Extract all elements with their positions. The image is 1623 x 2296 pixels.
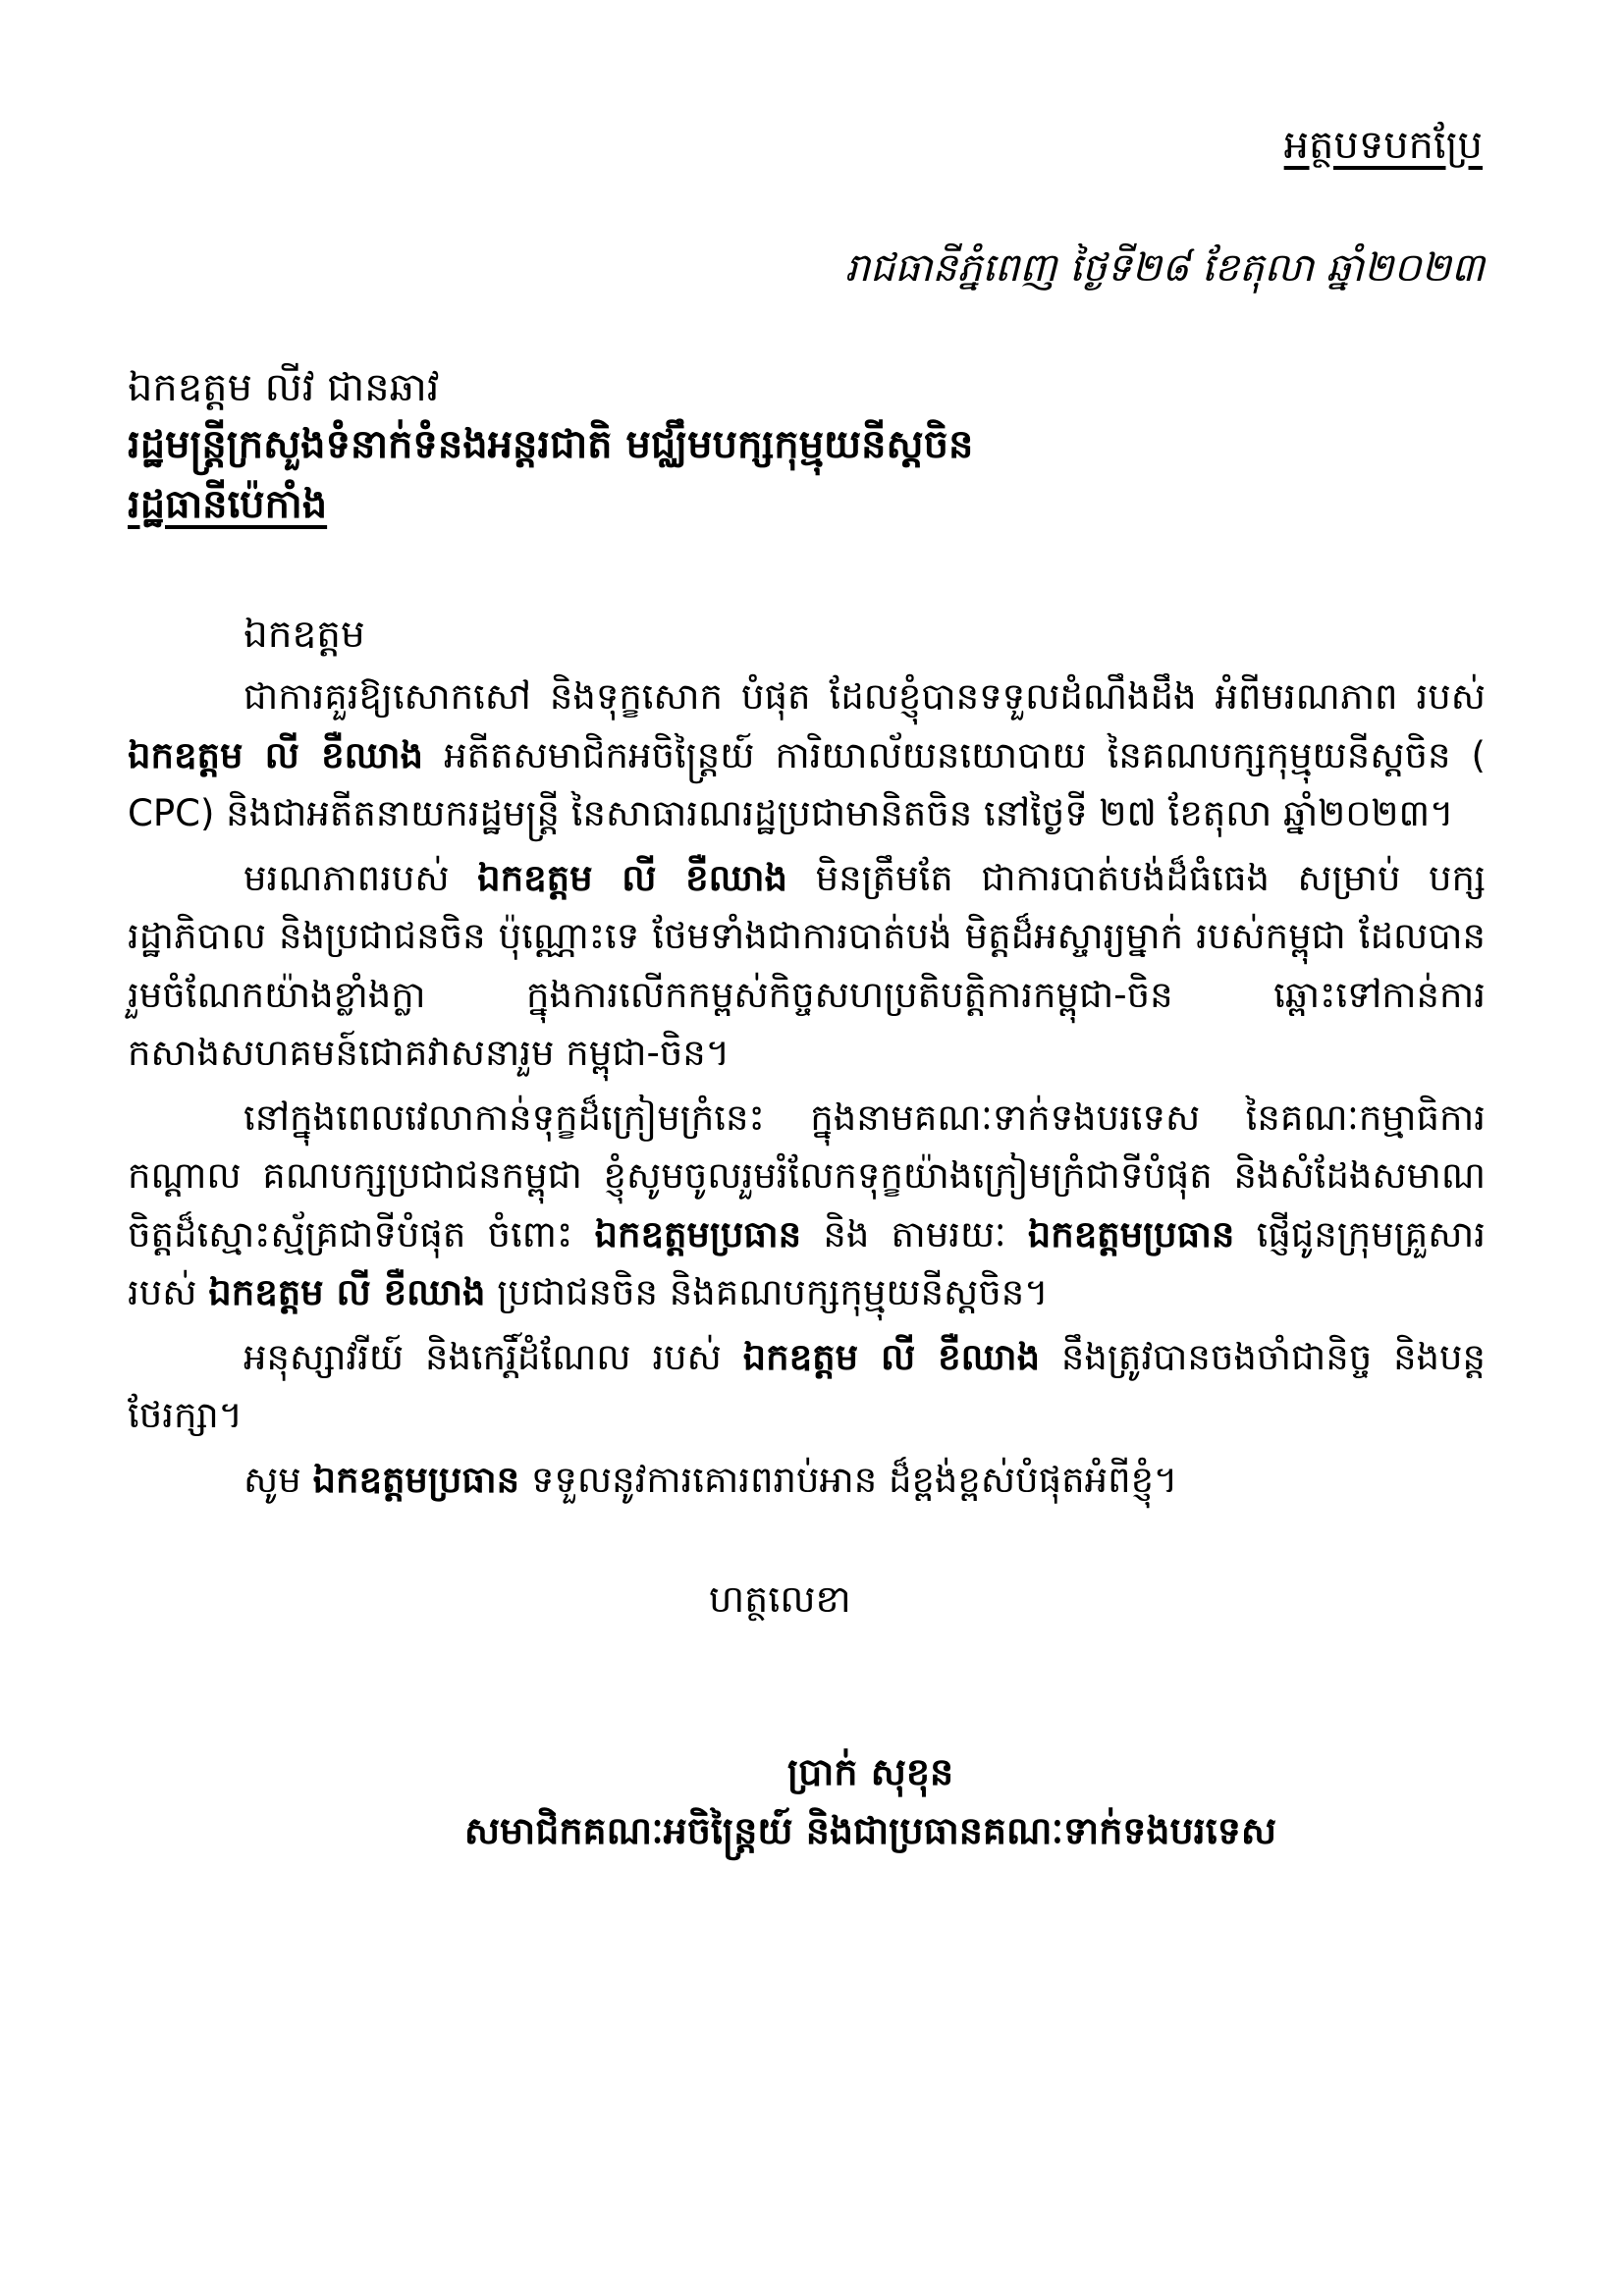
signer-title: សមាជិកគណៈអចិន្ត្រៃយ៍ និងជាប្រធានគណៈទាក់ទងបរទេស <box>463 1809 1277 1852</box>
title-emphasis: ឯកឧត្តមប្រធាន <box>312 1458 520 1501</box>
paragraph-1: ជាការគួរឱ្យសោកសៅ និងទុក្ខសោក បំផុត ដែលខ្ញុំបានទទួលដំណឹងដឹង អំពីមរណភាព របស់ ឯកឧត្តម លី ខឺឈាង អតីតសមាជិកអចិន្ត្រៃយ៍ ការិយាល័យនយោបាយ នៃគណបក្សកុម្មុយនីស្តចិន ( CPC) និងជាអតីតនាយករដ្ឋមន្ត្រី នៃសាធារណរដ្ឋប្រជាមានិតចិន នៅថ្ងៃទី ២៧ ខែតុលា ឆ្នាំ២០២៣។ <box>128 675 1486 834</box>
paragraph-2: មរណភាពរបស់ ឯកឧត្តម លី ខឺឈាង មិនត្រឹមតែ ជាការបាត់បង់ដ៏ធំធេង សម្រាប់ បក្ស រដ្ឋាភិបាល និងប្រជាជនចិន ប៉ុណ្ណោះទេ ថែមទាំងជាការបាត់បង់ មិត្តដ៏អស្ចារ្យម្នាក់ របស់កម្ពុជា ដែលបានរួមចំណែកយ៉ាងខ្លាំងក្លា ក្នុងការលើកកម្ពស់កិច្ចសហប្រតិបត្តិការកម្ពុជា-ចិន ឆ្ពោះទៅកាន់ការកសាងសហគមន៍ជោគវាសនារួម កម្ពុជា-ចិន។ <box>128 856 1487 1074</box>
recipient-name: ឯកឧត្តម លីវ ជានឆាវ <box>128 365 440 410</box>
signature-label: ហត្ថលេខា <box>709 1577 851 1621</box>
title-emphasis: ឯកឧត្តមប្រធាន <box>1027 1212 1235 1255</box>
salutation: ឯកឧត្តម <box>243 613 365 657</box>
recipient-title: រដ្ឋមន្រ្តីក្រសួងទំនាក់ទំនងអន្តរជាតិ មជ្ឈឹមបក្សកុម្មុយនីស្តចិន <box>128 422 974 467</box>
title-emphasis: ឯកឧត្តមប្រធាន <box>594 1212 802 1255</box>
translation-label: អត្ថបទបកប្រែ <box>1283 123 1483 168</box>
name-emphasis: ឯកឧត្តម លី ខឺឈាង <box>742 1335 1041 1378</box>
date-line: រាជធានីភ្នំពេញ ថ្ងៃទី២៨ ខែតុលា ឆ្នាំ២០២៣ <box>844 245 1485 291</box>
paragraph-5: សូម ឯកឧត្តមប្រធាន ទទួលនូវការគោរពរាប់អាន ដ៏ខ្ពង់ខ្ពស់បំផុតអំពីខ្ញុំ។ <box>243 1458 1178 1501</box>
letter-body <box>128 667 1486 1509</box>
paragraph-4: អនុស្សាវរីយ៍ និងកេរ្តិ៍ដំណែល របស់ ឯកឧត្តម លី ខឺឈាង នឹងត្រូវបានចងចាំជានិច្ច និងបន្តថែរក្សា។ <box>128 1335 1487 1436</box>
name-emphasis: ឯកឧត្តម លី ខឺឈាង <box>208 1271 486 1313</box>
recipient-city: រដ្ឋធានីប៉េកាំង <box>128 482 328 527</box>
name-emphasis: ឯកឧត្តម លី ខឺឈាង <box>477 856 788 899</box>
name-emphasis: ឯកឧត្តម លី ខឺឈាង <box>128 733 423 776</box>
paragraph-3: នៅក្នុងពេលវេលាកាន់ទុក្ខដ៏ក្រៀមក្រំនេះ ក្នុងនាមគណៈទាក់ទងបរទេស នៃគណៈកម្មាធិការកណ្តាល គណបក្សប្រជាជនកម្ពុជា ខ្ញុំសូមចូលរួមរំលែកទុក្ខយ៉ាងក្រៀមក្រំជាទីបំផុត និងសំដែងសមាណចិត្តដ៏ស្មោះស្ម័គ្រជាទីបំផុត ចំពោះ ឯកឧត្តមប្រធាន និង តាមរយៈ ឯកឧត្តមប្រធាន ផ្ញើជូនក្រុមគ្រួសាររបស់ ឯកឧត្តម លី ខឺឈាង ប្រជាជនចិន និងគណបក្សកុម្មុយនីស្តចិន។ <box>128 1095 1486 1313</box>
signer-name: ប្រាក់ សុខុន <box>786 1750 954 1793</box>
